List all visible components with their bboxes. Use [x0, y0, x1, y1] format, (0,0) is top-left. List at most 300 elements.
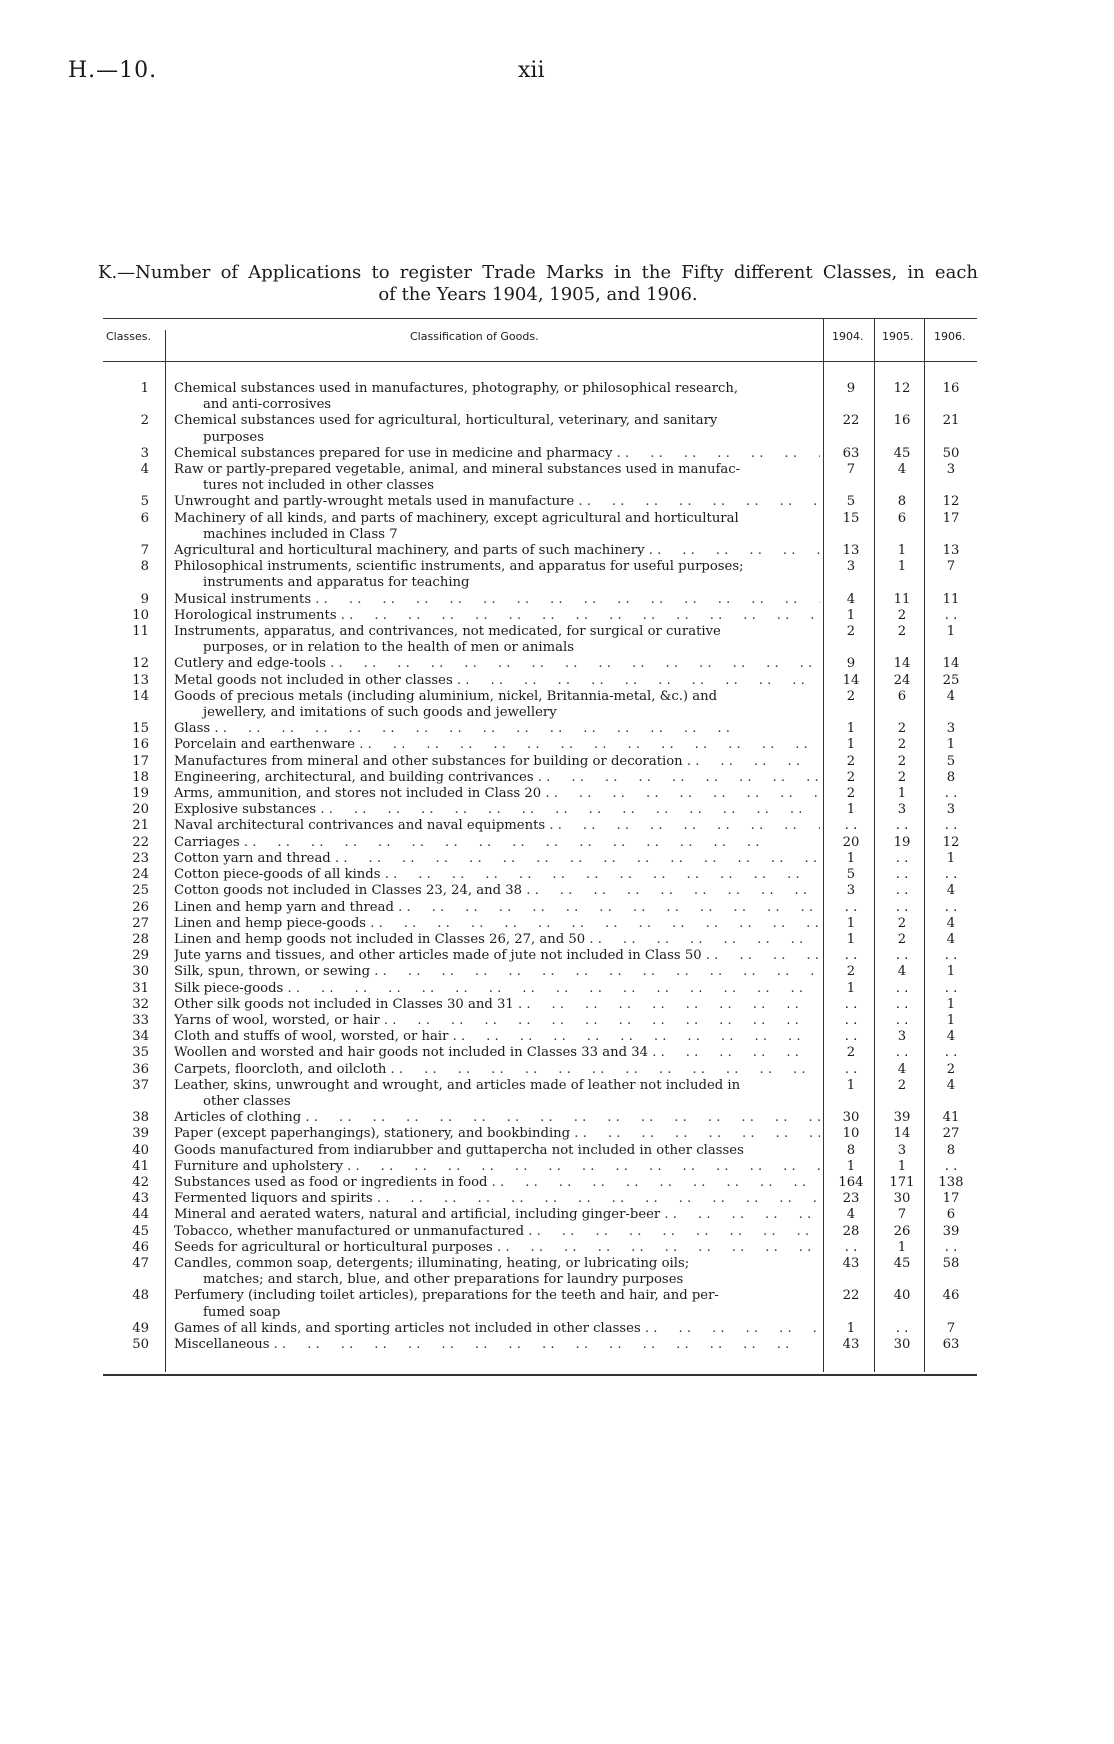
- table-row: [103, 1029, 977, 1045]
- description-continuation: machines included in Class 7: [203, 526, 398, 542]
- description-text: Linen and hemp goods not included in Classes 26, 27, and 50 . .: [174, 932, 820, 948]
- goods-description: [174, 1337, 820, 1353]
- table-row: [103, 770, 977, 786]
- count-1906: 4: [946, 931, 956, 947]
- count-1906: 3: [946, 462, 956, 478]
- description-continuation: tures not included in other classes: [203, 478, 434, 494]
- count-1904: . .: [844, 1012, 858, 1028]
- count-1904: . .: [844, 1239, 858, 1255]
- count-1905: 4: [897, 964, 907, 980]
- table-row: [103, 721, 977, 737]
- goods-description: [174, 900, 820, 916]
- count-1906: 138: [938, 1174, 964, 1190]
- count-1905: 16: [893, 413, 911, 429]
- class-number: 43: [132, 1191, 149, 1207]
- count-1906: 11: [942, 591, 960, 607]
- goods-description: [174, 916, 820, 932]
- count-1905: 3: [897, 1142, 907, 1158]
- table-title: [98, 262, 978, 306]
- goods-description: [174, 1029, 820, 1045]
- count-1906: 1: [946, 737, 956, 753]
- count-1906: 25: [942, 672, 960, 688]
- count-1906: 63: [942, 1336, 960, 1352]
- count-1906: . .: [944, 1158, 958, 1174]
- count-1904: 1: [846, 1077, 856, 1093]
- class-number: 33: [132, 1012, 149, 1028]
- table-row: [103, 559, 977, 591]
- count-1905: 39: [893, 1110, 911, 1126]
- count-1905: 45: [893, 1255, 911, 1271]
- class-number: 45: [132, 1223, 149, 1239]
- description-text: Goods manufactured from indiarubber and guttapercha not included in other classes: [174, 1142, 744, 1158]
- count-1905: 30: [893, 1336, 911, 1352]
- class-number: 23: [132, 850, 149, 866]
- table-row: [103, 932, 977, 948]
- count-1906: 7: [946, 559, 956, 575]
- table-row: [103, 689, 977, 721]
- count-1904: 22: [842, 1288, 860, 1304]
- table-row: [103, 1175, 977, 1191]
- class-number: 9: [140, 591, 149, 607]
- class-number: 2: [140, 413, 149, 429]
- description-continuation: other classes: [203, 1093, 291, 1109]
- goods-description: [174, 851, 820, 867]
- title-line-2: of the Years 1904, 1905, and 1906.: [378, 284, 698, 305]
- count-1905: 1: [897, 543, 907, 559]
- count-1906: 4: [946, 688, 956, 704]
- count-1906: . .: [944, 818, 958, 834]
- count-1905: 2: [897, 624, 907, 640]
- description-text: Fermented liquors and spirits . .: [174, 1191, 820, 1207]
- table-row: [103, 592, 977, 608]
- count-1904: 9: [846, 381, 856, 396]
- class-number: 41: [132, 1158, 149, 1174]
- col-header-classes: Classes.: [106, 330, 151, 343]
- description-text: Jute yarns and tissues, and other articles made of jute not included in Class 50 . .: [174, 948, 820, 964]
- count-1905: 1: [897, 559, 907, 575]
- class-number: 26: [132, 899, 149, 915]
- count-1905: 11: [893, 591, 911, 607]
- count-1904: . .: [844, 948, 858, 964]
- count-1906: 46: [942, 1288, 960, 1304]
- class-number: 15: [132, 721, 149, 737]
- goods-description: [174, 1256, 820, 1288]
- description-text: Mineral and aerated waters, natural and artificial, including ginger-beer . .: [174, 1207, 820, 1223]
- description-text: Unwrought and partly-wrought metals used in manufacture . .: [174, 494, 820, 510]
- table-row: [103, 1207, 977, 1223]
- count-1905: 3: [897, 1029, 907, 1045]
- table-row: [103, 1159, 977, 1175]
- count-1906: 1: [946, 624, 956, 640]
- count-1904: 43: [842, 1255, 860, 1271]
- goods-description: [174, 932, 820, 948]
- count-1905: 1: [897, 786, 907, 802]
- table-row: [103, 1321, 977, 1337]
- description-text: Glass . .: [174, 721, 820, 737]
- table-row: [103, 1013, 977, 1029]
- description-text: Goods of precious metals (including aluminium, nickel, Britannia-metal, &c.) and: [174, 688, 718, 704]
- table-row: [103, 1062, 977, 1078]
- table-row: [103, 413, 977, 445]
- count-1905: 30: [893, 1191, 911, 1207]
- description-text: Substances used as food or ingredients in food . .: [174, 1175, 820, 1191]
- description-text: Carpets, floorcloth, and oilcloth . .: [174, 1062, 820, 1078]
- table-row: [103, 381, 977, 413]
- count-1906: 3: [946, 802, 956, 818]
- table-row: [103, 1191, 977, 1207]
- description-continuation: purposes: [203, 429, 264, 445]
- table-row: [103, 786, 977, 802]
- goods-description: [174, 494, 820, 510]
- count-1905: . .: [895, 899, 909, 915]
- count-1905: 14: [893, 1126, 911, 1142]
- count-1905: 3: [897, 802, 907, 818]
- goods-description: [174, 721, 820, 737]
- class-number: 4: [140, 462, 149, 478]
- description-text: Linen and hemp yarn and thread . .: [174, 900, 820, 916]
- description-text: Metal goods not included in other classes . .: [174, 673, 820, 689]
- class-number: 48: [132, 1288, 149, 1304]
- count-1904: 1: [846, 721, 856, 737]
- count-1905: . .: [895, 818, 909, 834]
- goods-description: [174, 1078, 820, 1110]
- goods-description: [174, 413, 820, 445]
- count-1904: 20: [842, 834, 860, 850]
- table-row: [103, 1078, 977, 1110]
- goods-description: [174, 543, 820, 559]
- class-number: 22: [132, 834, 149, 850]
- count-1905: . .: [895, 1045, 909, 1061]
- goods-description: [174, 592, 820, 608]
- count-1906: 1: [946, 850, 956, 866]
- table-row: [103, 997, 977, 1013]
- goods-description: [174, 1321, 820, 1337]
- count-1904: 5: [846, 867, 856, 883]
- count-1905: 26: [893, 1223, 911, 1239]
- count-1905: 2: [897, 915, 907, 931]
- count-1906: 58: [942, 1255, 960, 1271]
- count-1904: 14: [842, 672, 860, 688]
- goods-description: [174, 1224, 820, 1240]
- count-1905: . .: [895, 996, 909, 1012]
- description-text: Porcelain and earthenware . .: [174, 737, 820, 753]
- page-number: xii: [518, 58, 545, 83]
- goods-description: [174, 770, 820, 786]
- count-1905: 45: [893, 445, 911, 461]
- count-1904: . .: [844, 1061, 858, 1077]
- goods-description: [174, 1191, 820, 1207]
- description-text: Tobacco, whether manufactured or unmanufactured . .: [174, 1224, 820, 1240]
- goods-description: [174, 1159, 820, 1175]
- count-1904: 1: [846, 1320, 856, 1336]
- goods-description: [174, 511, 820, 543]
- count-1906: . .: [944, 607, 958, 623]
- count-1904: 3: [846, 559, 856, 575]
- table-row: [103, 673, 977, 689]
- class-number: 47: [132, 1255, 149, 1271]
- class-number: 11: [132, 624, 149, 640]
- description-text: Articles of clothing . .: [174, 1110, 820, 1126]
- count-1905: 2: [897, 931, 907, 947]
- count-1906: 4: [946, 883, 956, 899]
- description-text: Cloth and stuffs of wool, worsted, or hair . .: [174, 1029, 820, 1045]
- class-number: 14: [132, 688, 149, 704]
- count-1904: 1: [846, 607, 856, 623]
- goods-description: [174, 1240, 820, 1256]
- count-1905: 2: [897, 1077, 907, 1093]
- goods-description: [174, 883, 820, 899]
- description-text: Engineering, architectural, and building contrivances . .: [174, 770, 820, 786]
- table-row: [103, 818, 977, 834]
- class-number: 19: [132, 786, 149, 802]
- description-text: Arms, ammunition, and stores not included in Class 20 . .: [174, 786, 820, 802]
- count-1904: 2: [846, 624, 856, 640]
- count-1906: 6: [946, 1207, 956, 1223]
- class-number: 12: [132, 656, 149, 672]
- count-1904: 30: [842, 1110, 860, 1126]
- description-text: Philosophical instruments, scientific instruments, and apparatus for useful purposes;: [174, 559, 744, 575]
- description-text: Chemical substances prepared for use in medicine and pharmacy . .: [174, 446, 820, 462]
- description-text: Raw or partly-prepared vegetable, animal, and mineral substances used in manufac-: [174, 462, 741, 478]
- goods-description: [174, 656, 820, 672]
- count-1905: 40: [893, 1288, 911, 1304]
- count-1904: . .: [844, 1029, 858, 1045]
- count-1904: 2: [846, 964, 856, 980]
- count-1906: 1: [946, 996, 956, 1012]
- count-1906: 1: [946, 1012, 956, 1028]
- count-1904: 1: [846, 980, 856, 996]
- count-1904: 9: [846, 656, 856, 672]
- count-1906: . .: [944, 867, 958, 883]
- table-row: [103, 1143, 977, 1159]
- table-row: [103, 1126, 977, 1142]
- count-1905: 14: [893, 656, 911, 672]
- class-number: 29: [132, 948, 149, 964]
- goods-description: [174, 608, 820, 624]
- class-number: 42: [132, 1174, 149, 1190]
- goods-description: [174, 1013, 820, 1029]
- class-number: 28: [132, 931, 149, 947]
- goods-description: [174, 1143, 820, 1159]
- count-1905: . .: [895, 948, 909, 964]
- class-number: 40: [132, 1142, 149, 1158]
- count-1904: 43: [842, 1336, 860, 1352]
- class-number: 34: [132, 1029, 149, 1045]
- class-number: 6: [140, 510, 149, 526]
- count-1906: 27: [942, 1126, 960, 1142]
- count-1904: . .: [844, 899, 858, 915]
- count-1904: 3: [846, 883, 856, 899]
- count-1904: 63: [842, 445, 860, 461]
- class-number: 7: [140, 543, 149, 559]
- title-line-1: K.—Number of Applications to register Trade Marks in the Fifty different Classes, in each: [98, 262, 978, 283]
- table-row: [103, 802, 977, 818]
- count-1906: 8: [946, 769, 956, 785]
- header-bottom-rule: [103, 361, 977, 362]
- goods-description: [174, 802, 820, 818]
- count-1904: 28: [842, 1223, 860, 1239]
- description-text: Explosive substances . .: [174, 802, 820, 818]
- description-text: Cotton goods not included in Classes 23, 24, and 38 . .: [174, 883, 820, 899]
- count-1906: 5: [946, 753, 956, 769]
- count-1905: 1: [897, 1239, 907, 1255]
- count-1905: . .: [895, 867, 909, 883]
- count-1906: 4: [946, 1029, 956, 1045]
- count-1904: 5: [846, 494, 856, 510]
- count-1904: 164: [838, 1174, 864, 1190]
- goods-description: [174, 689, 820, 721]
- count-1905: . .: [895, 1012, 909, 1028]
- col-header-1906: 1906.: [934, 330, 966, 343]
- description-text: Seeds for agricultural or horticultural purposes . .: [174, 1240, 820, 1256]
- count-1906: 39: [942, 1223, 960, 1239]
- description-text: Chemical substances used in manufactures, photography, or philosophical research,: [174, 381, 739, 396]
- goods-description: [174, 1110, 820, 1126]
- count-1906: 17: [942, 510, 960, 526]
- count-1905: 8: [897, 494, 907, 510]
- count-1906: . .: [944, 899, 958, 915]
- description-text: Horological instruments . .: [174, 608, 820, 624]
- goods-description: [174, 624, 820, 656]
- table-row: [103, 1256, 977, 1288]
- goods-description: [174, 1126, 820, 1142]
- goods-description: [174, 381, 820, 413]
- count-1904: 4: [846, 591, 856, 607]
- class-number: 31: [132, 980, 149, 996]
- count-1905: 1: [897, 1158, 907, 1174]
- count-1904: 1: [846, 1158, 856, 1174]
- goods-description: [174, 818, 820, 834]
- class-number: 39: [132, 1126, 149, 1142]
- count-1906: . .: [944, 1045, 958, 1061]
- count-1905: 2: [897, 737, 907, 753]
- count-1906: 14: [942, 656, 960, 672]
- goods-description: [174, 1175, 820, 1191]
- goods-description: [174, 835, 820, 851]
- table-row: [103, 1110, 977, 1126]
- description-text: Instruments, apparatus, and contrivances, not medicated, for surgical or curative: [174, 624, 721, 640]
- table-row: [103, 835, 977, 851]
- table-row: [103, 916, 977, 932]
- table-row: [103, 462, 977, 494]
- count-1906: . .: [944, 1239, 958, 1255]
- count-1904: 22: [842, 413, 860, 429]
- count-1906: 1: [946, 964, 956, 980]
- count-1906: 41: [942, 1110, 960, 1126]
- count-1904: 2: [846, 1045, 856, 1061]
- count-1906: 2: [946, 1061, 956, 1077]
- count-1904: 8: [846, 1142, 856, 1158]
- col-header-goods: Classification of Goods.: [410, 330, 539, 343]
- table-row: [103, 883, 977, 899]
- table-top-rule: [103, 318, 977, 319]
- description-text: Machinery of all kinds, and parts of machinery, except agricultural and horticultural: [174, 510, 739, 526]
- class-number: 24: [132, 867, 149, 883]
- class-number: 5: [140, 494, 149, 510]
- class-number: 32: [132, 996, 149, 1012]
- goods-description: [174, 737, 820, 753]
- count-1905: . .: [895, 850, 909, 866]
- table-row: [103, 1288, 977, 1320]
- goods-description: [174, 446, 820, 462]
- table-row: [103, 754, 977, 770]
- description-text: Musical instruments . .: [174, 592, 820, 608]
- count-1906: . .: [944, 786, 958, 802]
- count-1904: 10: [842, 1126, 860, 1142]
- class-number: 35: [132, 1045, 149, 1061]
- description-text: Cotton piece-goods of all kinds . .: [174, 867, 820, 883]
- count-1904: 1: [846, 850, 856, 866]
- count-1906: 7: [946, 1320, 956, 1336]
- description-text: Other silk goods not included in Classes 30 and 31 . .: [174, 997, 820, 1013]
- description-text: Cutlery and edge-tools . .: [174, 656, 820, 672]
- table-row: [103, 1045, 977, 1061]
- description-text: Candles, common soap, detergents; illuminating, heating, or lubricating oils;: [174, 1255, 690, 1271]
- table-row: [103, 737, 977, 753]
- count-1905: 4: [897, 1061, 907, 1077]
- count-1906: 13: [942, 543, 960, 559]
- class-number: 16: [132, 737, 149, 753]
- count-1906: 8: [946, 1142, 956, 1158]
- class-number: 10: [132, 607, 149, 623]
- count-1906: 16: [942, 381, 960, 396]
- count-1905: 2: [897, 607, 907, 623]
- class-number: 50: [132, 1336, 149, 1352]
- goods-description: [174, 673, 820, 689]
- count-1904: 4: [846, 1207, 856, 1223]
- description-text: Miscellaneous . .: [174, 1337, 820, 1353]
- count-1904: 2: [846, 786, 856, 802]
- count-1904: . .: [844, 818, 858, 834]
- count-1904: 1: [846, 931, 856, 947]
- class-number: 37: [132, 1077, 149, 1093]
- count-1906: 12: [942, 494, 960, 510]
- description-text: Perfumery (including toilet articles), preparations for the teeth and hair, and per-: [174, 1288, 719, 1304]
- count-1905: 7: [897, 1207, 907, 1223]
- goods-description: [174, 867, 820, 883]
- class-number: 27: [132, 915, 149, 931]
- class-number: 20: [132, 802, 149, 818]
- goods-description: [174, 754, 820, 770]
- table-row: [103, 511, 977, 543]
- table-row: [103, 624, 977, 656]
- description-text: Chemical substances used for agricultural, horticultural, veterinary, and sanitary: [174, 413, 718, 429]
- table-row: [103, 851, 977, 867]
- count-1906: 4: [946, 1077, 956, 1093]
- class-number: 30: [132, 964, 149, 980]
- class-number: 3: [140, 445, 149, 461]
- col-header-1904: 1904.: [832, 330, 864, 343]
- table-row: [103, 900, 977, 916]
- count-1906: 4: [946, 915, 956, 931]
- count-1905: 2: [897, 721, 907, 737]
- count-1905: . .: [895, 1320, 909, 1336]
- description-continuation: instruments and apparatus for teaching: [203, 575, 470, 591]
- table-row: [103, 1224, 977, 1240]
- class-number: 21: [132, 818, 149, 834]
- count-1904: 1: [846, 915, 856, 931]
- count-1905: 2: [897, 753, 907, 769]
- count-1904: 2: [846, 769, 856, 785]
- description-continuation: matches; and starch, blue, and other preparations for laundry purposes: [203, 1272, 684, 1288]
- count-1905: 12: [893, 381, 911, 396]
- count-1905: 19: [893, 834, 911, 850]
- count-1906: 12: [942, 834, 960, 850]
- count-1904: 7: [846, 462, 856, 478]
- col-header-1905: 1905.: [882, 330, 914, 343]
- class-number: 46: [132, 1239, 149, 1255]
- table-row: [103, 494, 977, 510]
